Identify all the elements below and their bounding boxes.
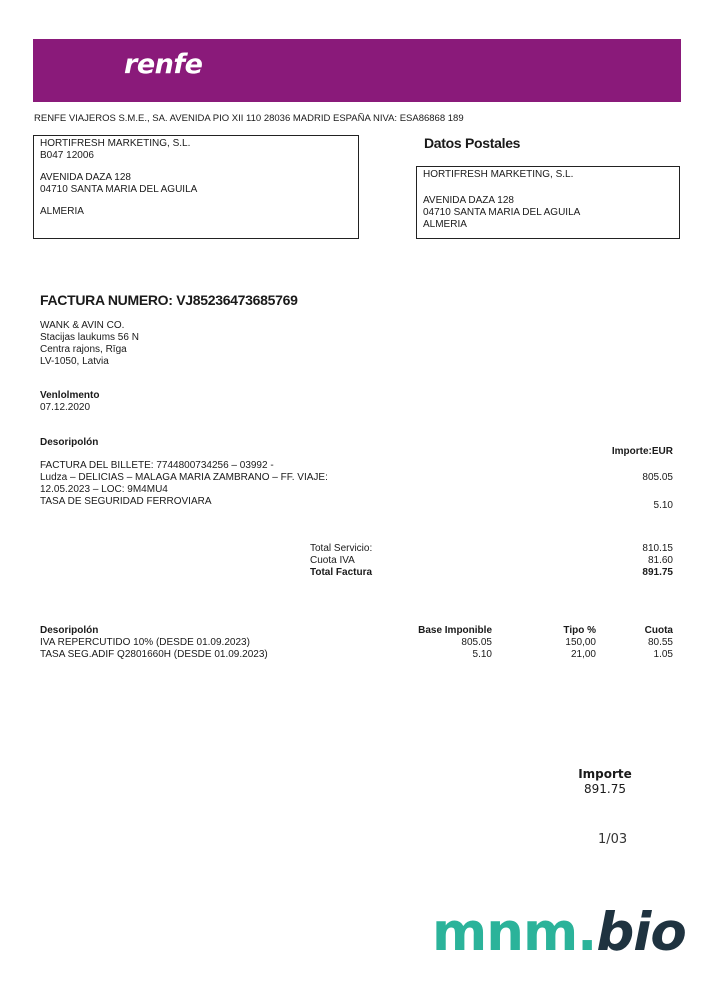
description-line-3: 12.05.2023 – LOC: 9M4MU4 [40,484,168,495]
description-line-1: FACTURA DEL BILLETE: 7744800734256 – 03992 - [40,460,274,471]
due-block [40,390,99,414]
renfe-logo: renfe [124,49,203,80]
tax-header-description: Desoripolón [40,625,99,636]
tax-header-tipo: Tipo % [563,625,596,636]
client-address-1: AVENIDA DAZA 128 [40,172,131,183]
cuota-iva-label: Cuota IVA [310,555,355,566]
recipient-block [40,320,139,368]
postal-name: HORTIFRESH MARKETING, S.L. [423,169,574,180]
client-name: HORTIFRESH MARKETING, S.L. [40,138,191,149]
watermark-part-2: bio [596,902,686,963]
totals-values [642,543,673,579]
footer-importe [560,767,650,796]
total-servicio-label: Total Servicio: [310,543,373,554]
description-amount-2: 5.10 [653,500,673,511]
recipient-line-3: Centra rajons, Rīga [40,344,127,355]
watermark-part-1: mnm. [432,902,597,963]
amount-label: Importe:EUR [611,446,673,457]
postal-city: ALMERIA [423,219,467,230]
tax-row-2-description: TASA SEG.ADIF Q2801660H (DESDE 01.09.2023) [40,649,268,660]
total-factura-label: Total Factura [310,567,373,578]
postal-address-box [416,166,680,239]
table-row [40,637,250,649]
description-line-2: Ludza – DELICIAS – MALAGA MARIA ZAMBRANO – FF. VIAJE: [40,472,328,483]
tax-row-2-tipo: 21,00 [570,649,596,660]
postal-data-title: Datos Postales [424,135,521,151]
company-info-line: RENFE VIAJEROS S.M.E., SA. AVENIDA PIO XII 110 28036 MADRID ESPAÑA NIVA: ESA86868 189 [34,113,464,124]
recipient-line-4: LV-1050, Latvia [40,356,109,367]
tax-row-1-tipo: 150,00 [565,637,596,648]
due-date: 07.12.2020 [40,402,91,413]
description-amount-1: 805.05 [642,472,673,483]
client-code: B047 12006 [40,150,94,161]
table-row [40,649,268,661]
footer-importe-label: Importe [578,767,632,781]
tax-row-1-description: IVA REPERCUTIDO 10% (DESDE 01.09.2023) [40,637,250,648]
tax-header-base: Base Imponible [418,625,492,636]
client-address-2: 04710 SANTA MARIA DEL AGUILA [40,184,198,195]
cuota-iva-value: 81.60 [647,555,673,566]
totals-labels [310,543,372,579]
tax-row-1-cuota: 80.55 [647,637,673,648]
invoice-title: FACTURA NUMERO: VJ85236473685769 [40,292,298,308]
recipient-line-2: Stacijas laukums 56 N [40,332,139,343]
postal-address-2: 04710 SANTA MARIA DEL AGUILA [423,207,581,218]
description-line-4: TASA DE SEGURIDAD FERROVIARA [40,496,212,507]
tax-row-2-base: 5.10 [472,649,492,660]
footer-importe-value: 891.75 [584,782,626,796]
watermark-logo [432,898,686,968]
description-lines [40,460,328,508]
tax-row-2-cuota: 1.05 [653,649,673,660]
tax-row-1-base: 805.05 [461,637,492,648]
tax-header-cuota: Cuota [644,625,673,636]
description-label: Desoripolón [40,437,99,448]
page-number: 1/03 [598,832,628,847]
due-label: Venlolmento [40,390,100,401]
postal-address-1: AVENIDA DAZA 128 [423,195,514,206]
total-factura-value: 891.75 [642,567,673,578]
recipient-line-1: WANK & AVIN CO. [40,320,125,331]
total-servicio-value: 810.15 [642,543,673,554]
client-address-box [33,135,359,239]
brand-banner [33,39,681,102]
client-city: ALMERIA [40,206,84,217]
